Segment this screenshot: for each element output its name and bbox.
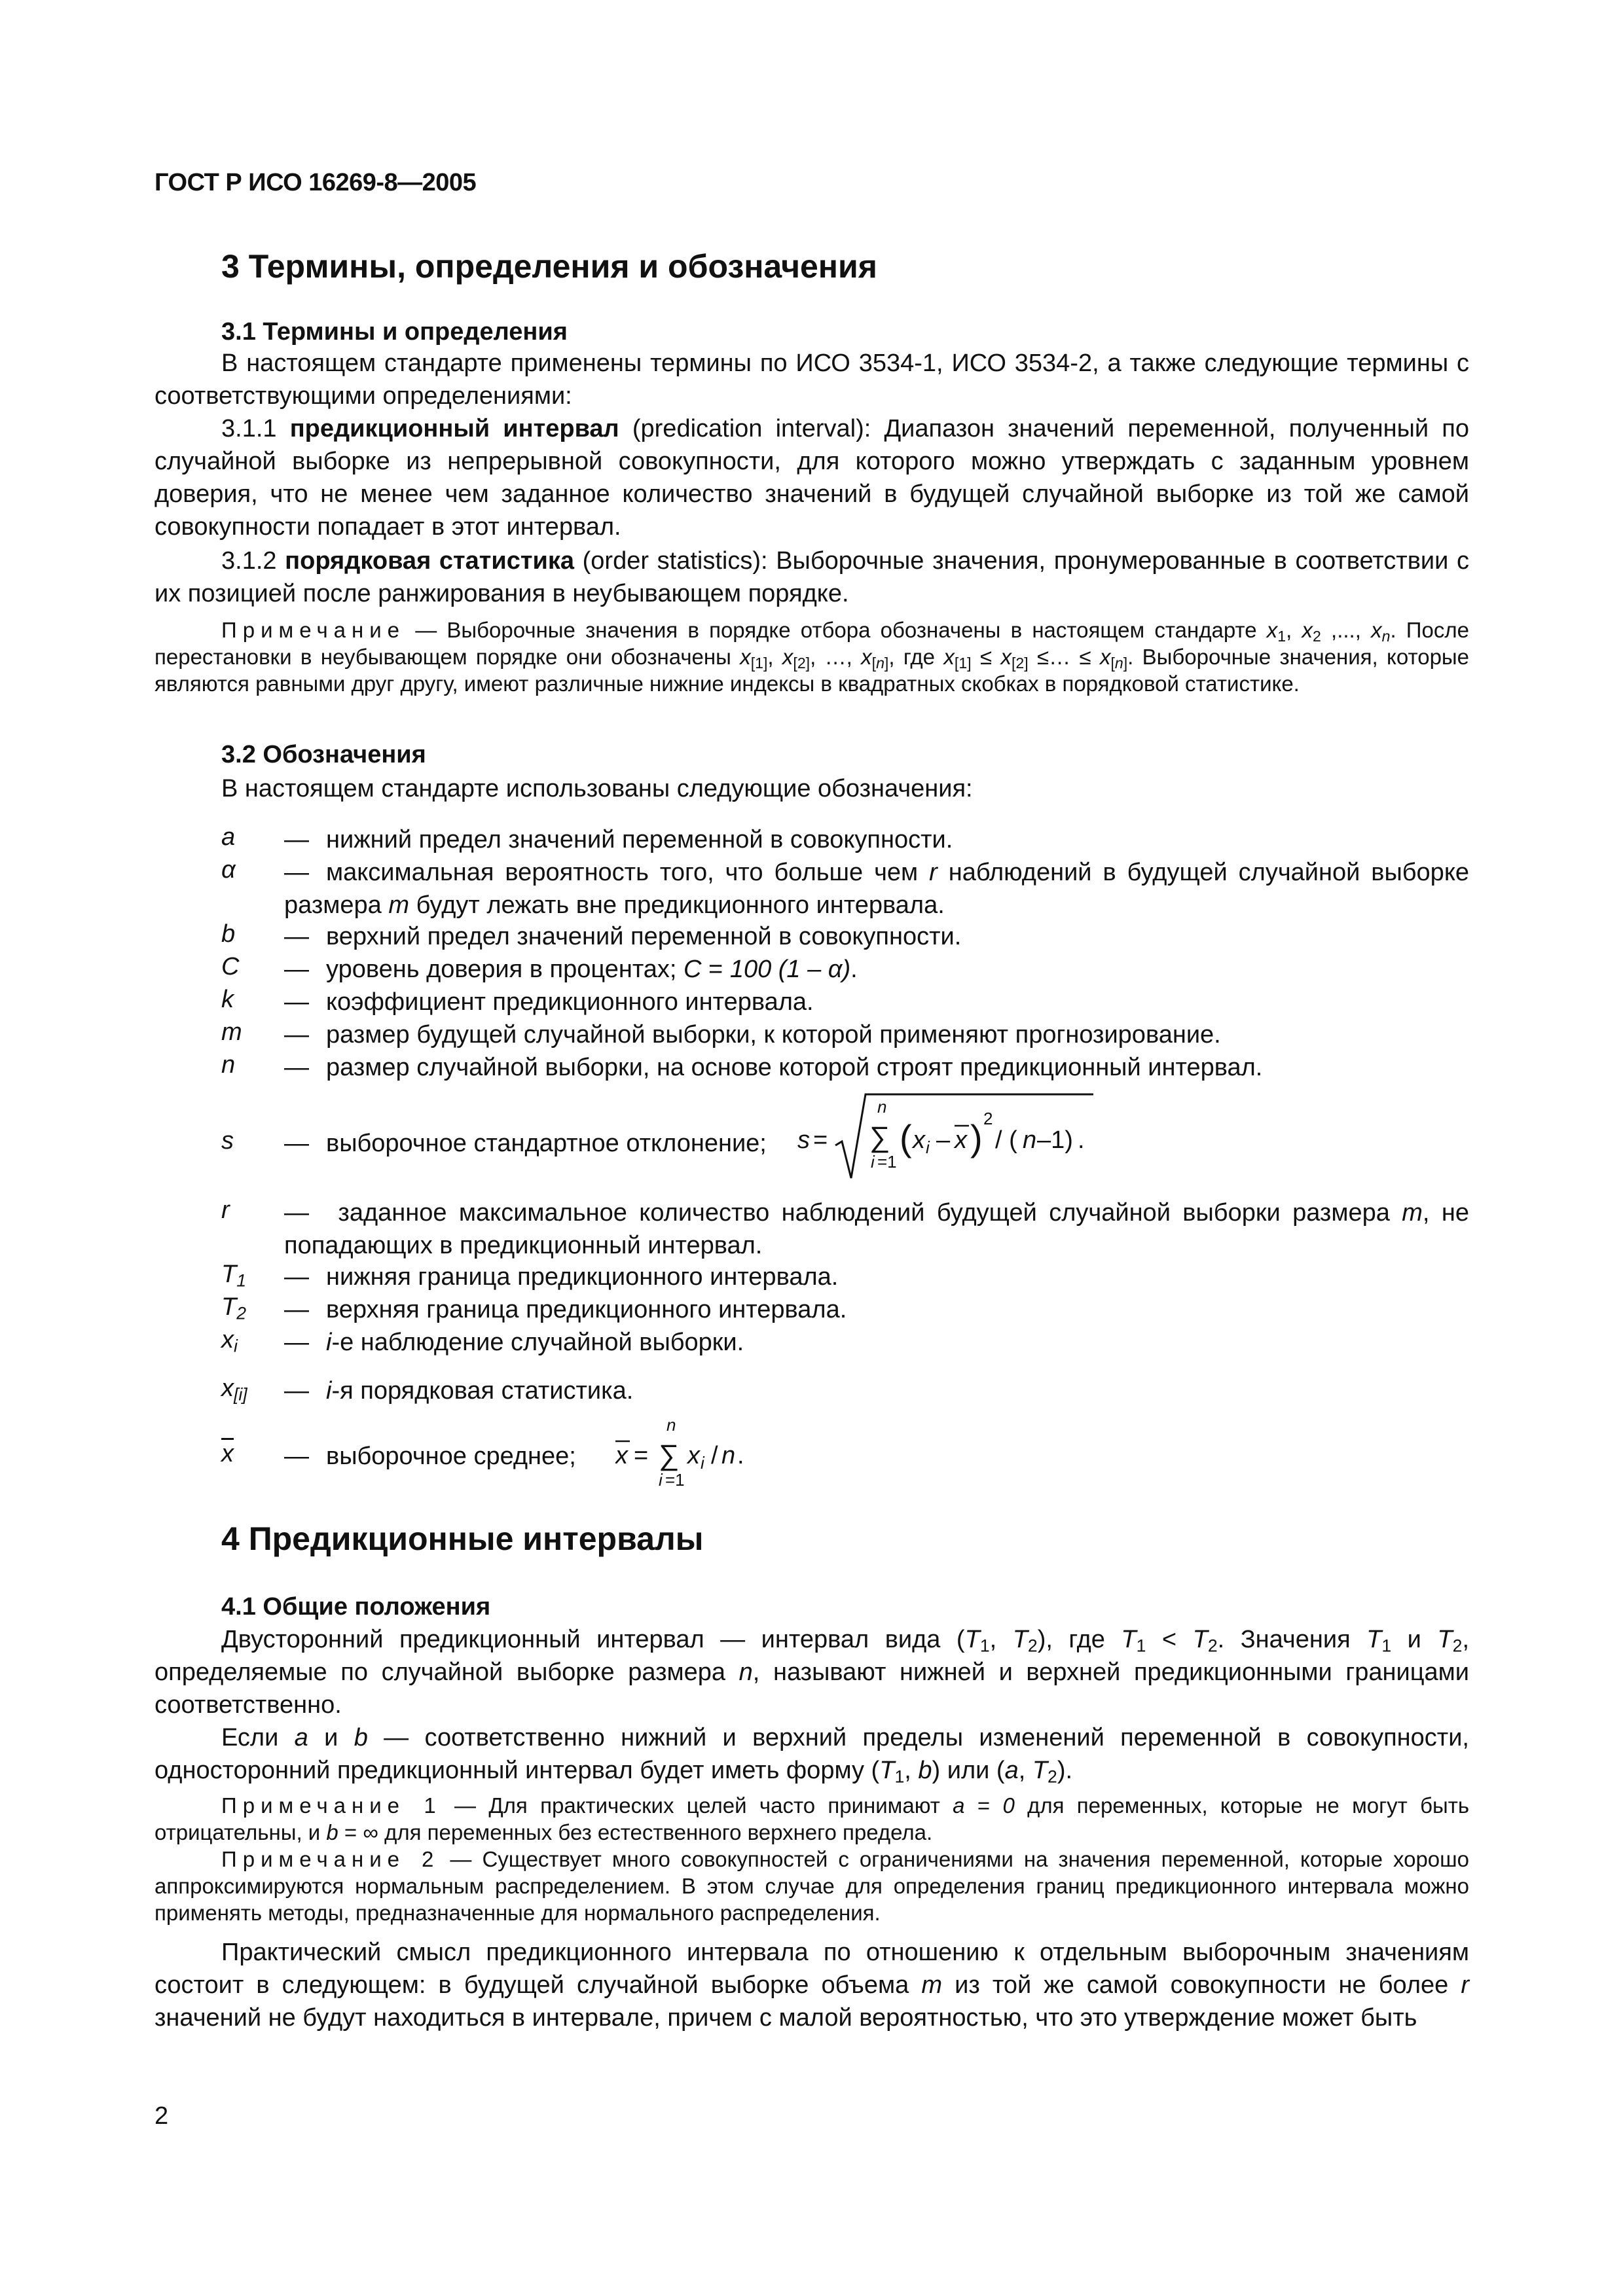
svg-text:s: s — [797, 1126, 810, 1154]
svg-text:x: x — [955, 1126, 967, 1154]
svg-text:=1: =1 — [665, 1470, 685, 1490]
svg-text:i: i — [871, 1152, 875, 1172]
definition-text: коэффициент предикционного интервала. — [326, 988, 814, 1016]
page-number: 2 — [155, 2102, 169, 2130]
symbol-m-definition: — размер будущей случайной выборки, к которой применяют прогнозирование. — [284, 1021, 1221, 1049]
term-number: 3.1.2 — [221, 547, 285, 575]
symbol-xi: $x_i$ — [221, 1326, 238, 1356]
paragraph-text: Двусторонний предикционный интервал — интервал вида ( — [221, 1626, 965, 1653]
definition-text: верхняя граница предикционного интервала. — [326, 1296, 847, 1323]
symbol-a-definition: — нижний предел значений переменной в совокупности. — [284, 826, 953, 853]
symbol-k: k — [221, 986, 234, 1013]
term-name: предикционный интервал — [289, 415, 619, 442]
definition-text: уровень доверия в процентах; — [326, 956, 684, 983]
svg-text:n: n — [1023, 1126, 1037, 1154]
definition-text: -я порядковая статистика. — [331, 1377, 634, 1405]
symbol-x-order: $x_{[i]}$ — [221, 1374, 247, 1405]
note-text: — Для практических целей часто принимают — [441, 1793, 953, 1818]
paragraph-text: ) или ( — [932, 1757, 1005, 1784]
definition-text: нижняя граница предикционного интервала. — [326, 1263, 839, 1291]
note-text: для переменных без естественного верхнего предела. — [384, 1820, 933, 1844]
paragraph-text: Если — [221, 1724, 295, 1751]
paragraph-text: . Значения — [1217, 1626, 1367, 1653]
svg-text:i: i — [659, 1470, 663, 1490]
term-3-1-2 — [155, 545, 1469, 610]
section-3-2-title: 3.2 Обозначения — [221, 741, 426, 768]
paragraph-text: значений не будут находиться в интервале, причем с малой вероятностью, что это утверждение может быть — [155, 2004, 1417, 2032]
note-2 — [155, 1846, 1469, 1926]
note-label: Примечание — [221, 618, 406, 642]
svg-text:=1: =1 — [877, 1152, 897, 1172]
symbol-xi-definition: — i-е наблюдение случайной выборки. — [284, 1329, 744, 1356]
svg-text:x: x — [913, 1126, 925, 1154]
document-header: ГОСТ Р ИСО 16269-8—2005 — [155, 169, 477, 196]
paragraph-text: и — [1391, 1626, 1438, 1653]
paragraph-text: ). — [1057, 1757, 1073, 1784]
definition-text: размер случайной выборки, на основе которой строят предикционный интервал. — [326, 1054, 1263, 1081]
section-4-1-title: 4.1 Общие положения — [221, 1593, 491, 1621]
section-3-1-intro: В настоящем стандарте применены термины по ИСО 3534-1, ИСО 3534-2, а также следующие термины с соответствующими определениями: — [155, 350, 1469, 410]
svg-text:): ) — [970, 1117, 983, 1158]
term-name: порядковая статистика — [285, 547, 574, 575]
symbol-n-definition: — размер случайной выборки, на основе которой строят предикционный интервал. — [284, 1054, 1263, 1081]
section-3-title: 3 Термины, определения и обозначения — [221, 248, 877, 285]
symbol-T2: $T_2$ — [221, 1293, 247, 1323]
section-3-1-title: 3.1 Термины и определения — [221, 318, 568, 346]
note-text: , где — [888, 645, 944, 669]
symbol-x-bar-definition: — выборочное среднее; — [284, 1443, 576, 1470]
definition-text: , не попадающих в предикционный интервал. — [284, 1199, 1469, 1259]
symbol-T1-definition: — нижняя граница предикционного интервала. — [284, 1263, 839, 1291]
term-definition: (order statistics): Выборочные значения, пронумерованные в соответствии с их позицией после ранжирования в неубывающем порядке. — [155, 547, 1470, 607]
symbol-s: s — [221, 1127, 234, 1155]
formula-sample-mean — [615, 1414, 773, 1492]
section-4-1-paragraph-2: Если a и b — соответственно нижний и верхний пределы изменений переменной в совокупности, односторонний предикционный интервал будет иметь форму ($T_1$, b) или (a, $T_2$). — [155, 1724, 1469, 1787]
definition-text: -е наблюдение случайной выборки. — [331, 1329, 744, 1356]
definition-text: размер будущей случайной выборки, к которой применяют прогнозирование. — [326, 1021, 1221, 1049]
svg-text:=: = — [813, 1126, 828, 1154]
section-4-title: 4 Предикционные интервалы — [221, 1520, 704, 1557]
symbol-x-order-definition: — i-я порядковая статистика. — [284, 1377, 634, 1405]
symbol-b: b — [221, 920, 236, 948]
term-number: 3.1.1 — [221, 415, 290, 442]
note-label: Примечание 2 — [221, 1847, 440, 1871]
definition-text: верхний предел значений переменной в совокупности. — [326, 923, 962, 950]
svg-text:n: n — [721, 1442, 736, 1469]
svg-text:.: . — [1078, 1126, 1085, 1154]
symbol-s-definition: — выборочное стандартное отклонение; — [284, 1130, 767, 1157]
svg-text:(: ( — [900, 1117, 912, 1158]
symbol-r-definition: — заданное максимальное количество наблюдений будущей случайной выборки размера m, не попадающих в предикционный интервал. — [284, 1199, 1469, 1259]
svg-text:n: n — [877, 1097, 887, 1117]
section-4-1-paragraph-1: Двусторонний предикционный интервал — интервал вида ($T_1$, $T_2$), где $T_1 < T_2$. Значения $T_1$ и $T_2$, определяемые по случайной выборке размера n, называют нижней и верхней предикционными границами соответственно. — [155, 1626, 1469, 1719]
svg-text:∑: ∑ — [659, 1439, 680, 1471]
svg-text:∑: ∑ — [869, 1121, 890, 1153]
svg-text:=: = — [634, 1442, 649, 1469]
paragraph-text: и — [308, 1724, 354, 1751]
svg-text:x: x — [615, 1442, 628, 1469]
definition-text: выборочное стандартное отклонение; — [326, 1130, 767, 1157]
formula-standard-deviation — [797, 1086, 1099, 1185]
definition-text: максимальная вероятность того, что больше чем — [326, 859, 930, 886]
term-3-1-1 — [155, 412, 1469, 543]
symbol-m: m — [221, 1018, 242, 1046]
symbol-k-definition: — коэффициент предикционного интервала. — [284, 988, 814, 1016]
svg-text:n: n — [666, 1415, 676, 1435]
symbol-alpha-definition: — максимальная вероятность того, что больше чем r наблюдений в будущей случайной выборке размера m будут лежать вне предикционного интервала. — [284, 859, 1469, 919]
note-order-statistics: Примечание — Выборочные значения в порядке отбора обозначены в настоящем стандарте $x_1$, $x_2$ ,..., $x_n$. После перестановки в неубывающем порядке они обозначены $x_{[1]}$, $x_{[2]}$, …, $x_{[n]}$, где $x_{[1]} \le x_{[2]}$ ≤… ≤ $x_{[n]}$. Выборочные значения, которые являются равными друг другу, имеют различные нижние индексы в квадратных скобках в порядковой статистике. — [155, 618, 1470, 696]
symbol-C-definition: — уровень доверия в процентах; C = 100 (1 – α). — [284, 956, 858, 983]
section-3-2-intro: В настоящем стандарте использованы следующие обозначения: — [221, 775, 973, 802]
symbol-C: C — [221, 953, 240, 980]
symbol-alpha: α — [221, 856, 236, 884]
term-definition: (predication interval): Диапазон значений переменной, полученный по случайной выборке из непрерывной совокупности, для которого можно утверждать с заданным уровнем доверия, что не менее чем заданное количество значений в будущей случайной выборке из той же самой совокупности попадает в этот интервал. — [155, 415, 1469, 541]
note-text: — Выборочные значения в порядке отбора обозначены в настоящем стандарте — [405, 618, 1267, 642]
paragraph-text: из той же самой совокупности не более — [942, 1971, 1461, 1999]
definition-text: заданное максимальное количество наблюдений будущей случайной выборки размера — [338, 1199, 1402, 1227]
definition-text: будут лежать вне предикционного интервала. — [409, 891, 945, 919]
paragraph-text: , определяемые по случайной выборке размера — [155, 1626, 1469, 1686]
note-text: — Существует много совокупностей с ограничениями на значения переменной, которые хорошо аппроксимируются нормальным распределением. В этом случае для определения границ предикционного интервала можно применять методы, предназначенные для нормального распределения. — [155, 1847, 1469, 1925]
svg-text:.: . — [737, 1442, 744, 1469]
svg-text:–: – — [936, 1126, 951, 1154]
note-label: Примечание 1 — [221, 1793, 442, 1818]
paragraph-text: — соответственно нижний и верхний пределы изменений переменной в совокупности, односторонний предикционный интервал будет иметь форму ( — [155, 1724, 1469, 1784]
svg-text:i: i — [926, 1138, 930, 1157]
svg-text:–1): –1) — [1037, 1126, 1073, 1154]
note-1: Примечание 1 — Для практических целей часто принимают a = 0 для переменных, которые не могут быть отрицательны, и b = ∞ для переменных без естественного верхнего предела. — [155, 1793, 1470, 1844]
paragraph-text: Практический смысл предикционного интервала по отношению к отдельным выборочным значениям состоит в следующем: в будущей случайной выборке объема — [155, 1939, 1469, 1999]
section-4-1-paragraph-3: Практический смысл предикционного интервала по отношению к отдельным выборочным значениям состоит в следующем: в будущей случайной выборке объема m из той же самой совокупности не более r значений не будут находиться в интервале, причем с малой вероятностью, что это утверждение может быть — [155, 1939, 1470, 2032]
svg-text:x: x — [687, 1442, 700, 1469]
note-text: . После перестановки в неубывающем порядке они обозначены — [155, 618, 1469, 669]
note-text: для переменных, которые не могут быть отрицательны, и — [155, 1793, 1470, 1844]
symbol-a: a — [221, 823, 236, 851]
definition-text: нижний предел значений переменной в совокупности. — [326, 826, 953, 853]
symbol-T2-definition: — верхняя граница предикционного интервала. — [284, 1296, 847, 1323]
svg-text:/ (: / ( — [995, 1126, 1017, 1154]
symbol-n: n — [221, 1051, 236, 1079]
definition-text: наблюдений в будущей случайной выборке размера — [284, 859, 1469, 919]
note-text: . Выборочные значения, которые являются равными друг другу, имеют различные нижние индексы в квадратных скобках в порядковой статистике. — [155, 645, 1470, 696]
symbol-T1: $T_1$ — [221, 1261, 247, 1291]
svg-text:i: i — [701, 1453, 704, 1473]
svg-text:/: / — [711, 1442, 718, 1469]
svg-text:2: 2 — [983, 1109, 993, 1128]
symbol-x-bar: $\overline{x}$ — [221, 1440, 234, 1467]
paragraph-text: , называют нижней и верхней предикционными границами соответственно. — [155, 1659, 1469, 1719]
symbol-b-definition: — верхний предел значений переменной в совокупности. — [284, 923, 962, 950]
symbol-r: r — [221, 1196, 230, 1224]
definition-text: выборочное среднее; — [326, 1443, 576, 1470]
paragraph-text: ), где — [1037, 1626, 1122, 1653]
